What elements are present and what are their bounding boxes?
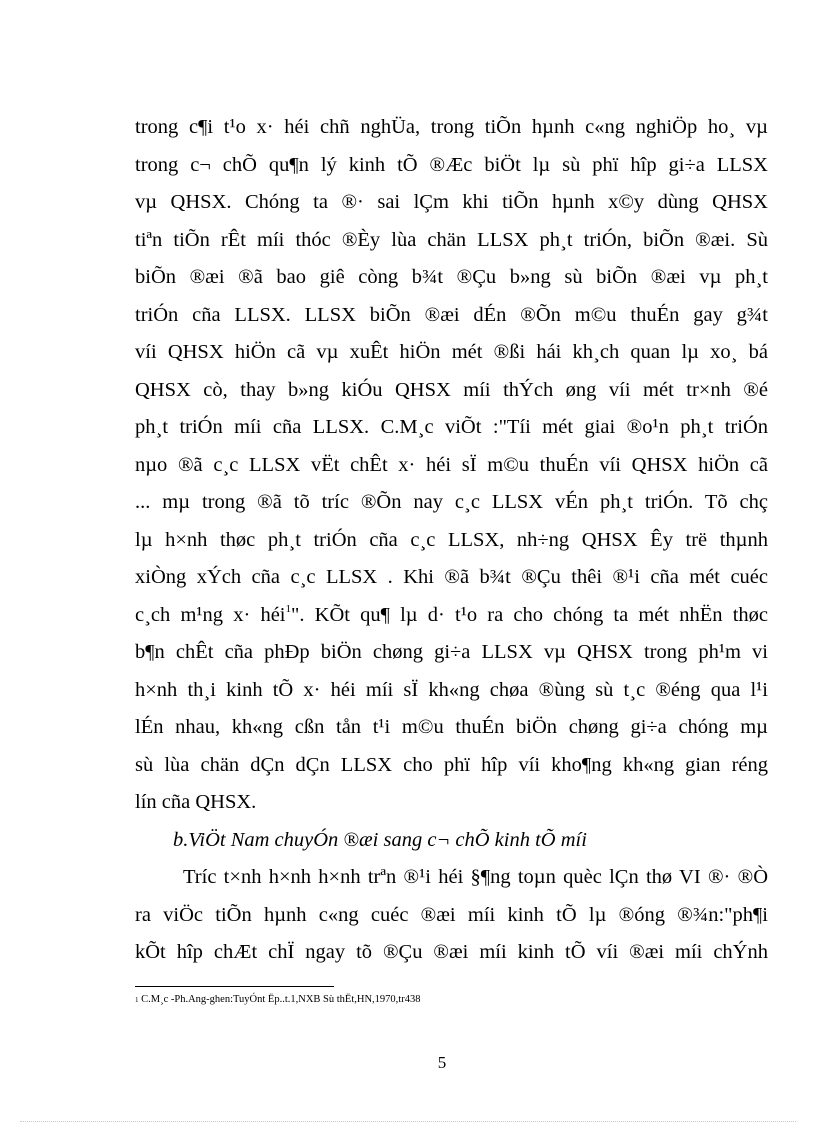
footnote-divider [135,986,334,987]
footnote-reference[interactable]: 1 [285,602,291,615]
text-line: kÕt hîp chÆt chÏ ngay tõ ®Çu ®æi míi kinh tÕ víi ®æi míi chÝnh [135,941,768,963]
text-line: triÓn cña LLSX. LLSX biÕn ®æi dÉn ®Õn m©u thuÉn gay g¾t [135,303,768,326]
text-line: vµ QHSX. Chóng ta ®· sai lÇm khi tiÕn hµnh x©y dùng QHSX [135,191,768,213]
text-segment: c¸ch m¹ng x· héi [135,603,286,626]
text-line-with-footnote [135,597,768,635]
text-line: víi QHSX hiÖn cã vµ xuÊt hiÖn mét ®ßi hái kh¸ch quan lµ xo¸ bá [135,341,768,363]
footnote [135,993,420,1007]
text-line: ... mµ trong ®ã tõ tríc ®Õn nay c¸c LLSX vÉn ph¸t triÓn. Tõ chç [135,491,768,513]
text-line: xiÒng xÝch cña c¸c LLSX . Khi ®ã b¾t ®Çu thêi ®¹i cña mét cuéc [135,566,768,588]
text-line: lín cña QHSX. [135,791,257,813]
text-segment: ". KÕt qu¶ lµ d· t¹o ra cho chóng ta mét nhËn thøc [291,603,768,626]
section-heading: b.ViÖt Nam chuyÓn ®æi sang c¬ chÕ kinh tÕ míi [173,828,587,851]
text-line: h×nh th¸i kinh tÕ x· héi míi sÏ kh«ng chøa ®ùng sù t¸c ®éng qua l¹i [135,678,768,701]
text-line: ra viÖc tiÕn hµnh c«ng cuéc ®æi míi kinh tÕ lµ ®óng ®¾n:"ph¶i [135,903,768,926]
text-line: lµ h×nh thøc ph¸t triÓn cña c¸c LLSX, nh÷ng QHSX Êy trë thµnh [135,528,768,551]
page-number: 5 [437,1053,447,1072]
text-line: QHSX cò, thay b»ng kiÓu QHSX míi thÝch øng víi mét tr×nh ®é [135,378,768,401]
text-line: trong c¶i t¹o x· héi chñ nghÜa, trong tiÕn hµnh c«ng nghiÖp ho¸ vµ [135,116,768,138]
footnote-text: C.M¸c -Ph.Ang-ghen:TuyÓnt Ëp..t.1,NXB Sù thËt,HN,1970,tr438 [138,994,421,1005]
text-line: b¶n chÊt cña phÐp biÖn chøng gi÷a LLSX vµ QHSX trong ph¹m vi [135,641,768,663]
text-line: ph¸t triÓn míi cña LLSX. C.M¸c viÕt :"Tíi mét giai ®o¹n ph¸t triÓn [135,416,768,438]
text-line: Tríc t×nh h×nh h×nh trªn ®¹i héi §¶ng toµn quèc lÇn thø VI ®· ®Ò [183,866,768,888]
page-edge [20,1121,796,1122]
text-line: biÕn ®æi ®ã bao giê còng b¾t ®Çu b»ng sù biÕn ®æi vµ ph¸t [135,266,768,288]
text-line: tiªn tiÕn rÊt míi thóc ®Èy lùa chän LLSX ph¸t triÓn, biÕn ®æi. Sù [135,228,768,251]
footnote-marker: 1 [135,996,139,1004]
text-line: lÉn nhau, kh«ng cßn tån t¹i m©u thuÉn biÖn chøng gi÷a chóng mµ [135,716,768,738]
text-line: nµo ®ã c¸c LLSX vËt chÊt x· héi sÏ m©u thuÉn víi QHSX hiÖn cã [135,453,768,476]
text-line: trong c¬ chÕ qu¶n lý kinh tÕ ®Æc biÖt lµ sù phï hîp gi÷a LLSX [135,153,768,176]
text-line: sù lùa chän dÇn dÇn LLSX cho phï hîp víi kho¶ng kh«ng gian réng [135,753,768,776]
main-body-text [135,109,768,972]
